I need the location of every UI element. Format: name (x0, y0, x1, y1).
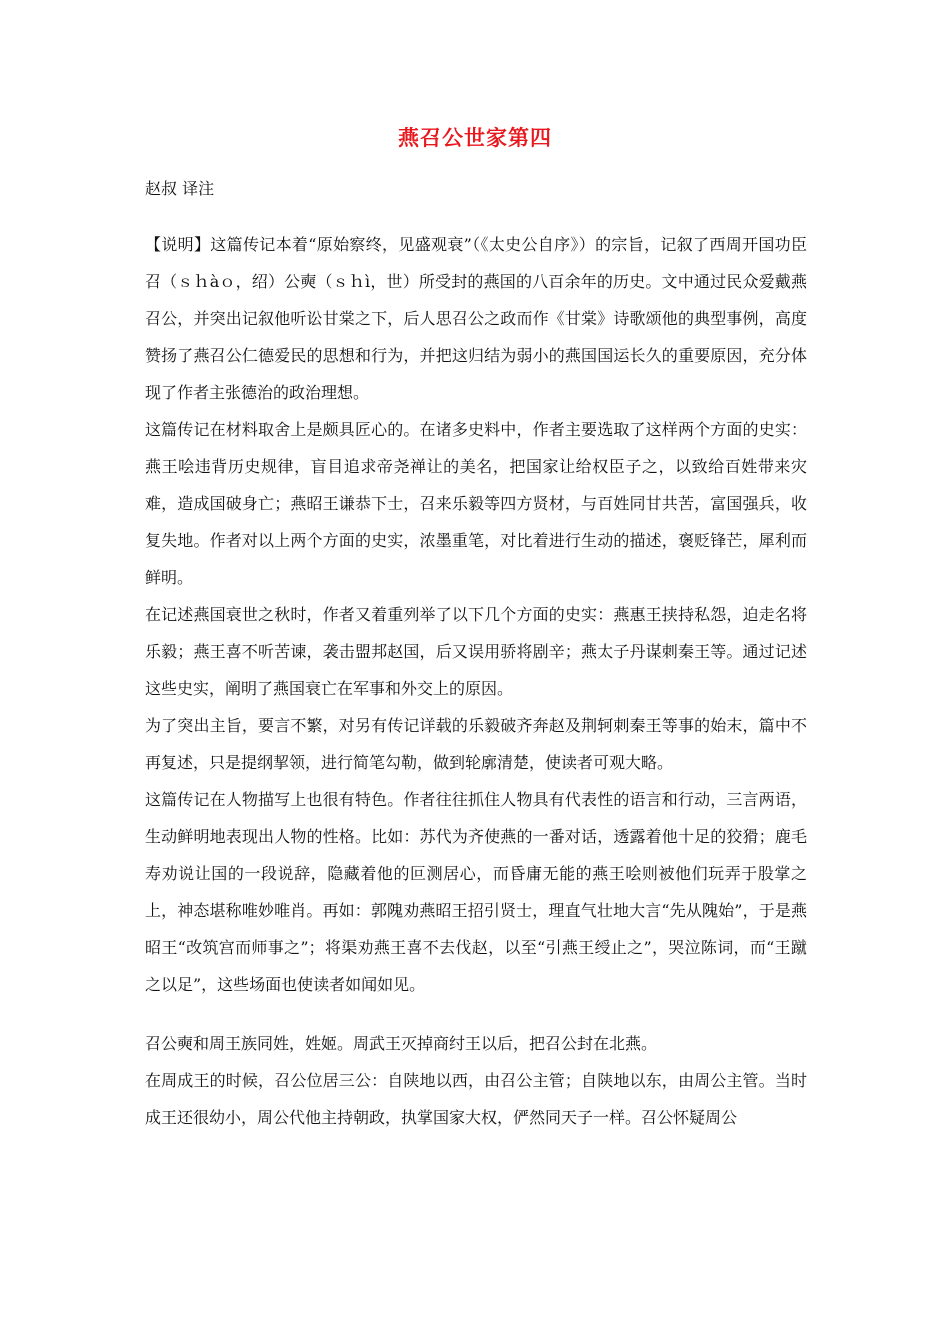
intro-section (145, 226, 807, 1136)
body-paragraph: 召公奭和周王族同姓，姓姬。周武王灭掉商纣王以后，把召公封在北燕。 (145, 1034, 658, 1053)
intro-paragraph: 【说明】这篇传记本着“原始察终，见盛观衰”（《太史公自序》）的宗旨，记叙了西周开国功臣召（ｓｈàｏ，绍）公奭（ｓｈì，世）所受封的燕国的八百余年的历史。文中通过民众爱戴燕召公，并突出记叙他听讼甘棠之下，后人思召公之政而作《甘棠》诗歌颂他的典型事例，高度赞扬了燕召公仁德爱民的思想和行为，并把这归结为弱小的燕国国运长久的重要原因，充分体现了作者主张德治的政治理想。 (145, 235, 807, 402)
intro-paragraph: 这篇传记在材料取舍上是颇具匠心的。在诸多史料中，作者主要选取了这样两个方面的史实：燕王哙违背历史规律，盲目追求帝尧禅让的美名，把国家让给权臣子之，以致给百姓带来灾难，造成国破身亡；燕昭王谦恭下士，召来乐毅等四方贤材，与百姓同甘共苦，富国强兵，收复失地。作者对以上两个方面的史实，浓墨重笔，对比着进行生动的描述，褒贬锋芒，犀利而鲜明。 (145, 420, 807, 587)
intro-paragraph: 在记述燕国衰世之秋时，作者又着重列举了以下几个方面的史实：燕惠王挟持私怨，迫走名将乐毅；燕王喜不听苦谏，袭击盟邦赵国，后又误用骄将剧辛；燕太子丹谋刺秦王等。通过记述这些史实，阐明了燕国衰亡在军事和外交上的原因。 (145, 605, 807, 698)
body-paragraph: 在周成王的时候，召公位居三公：自陕地以西，由召公主管；自陕地以东，由周公主管。当时成王还很幼小，周公代他主持朝政，执掌国家大权，俨然同天子一样。召公怀疑周公 (145, 1071, 807, 1127)
intro-paragraph: 这篇传记在人物描写上也很有特色。作者往往抓住人物具有代表性的语言和行动，三言两语，生动鲜明地表现出人物的性格。比如：苏代为齐使燕的一番对话，透露着他十足的狡猾；鹿毛寿劝说让国的一段说辞，隐藏着他的叵测居心，而昏庸无能的燕王哙则被他们玩弄于股掌之上，神态堪称唯妙唯肖。再如：郭隗劝燕昭王招引贤士，理直气壮地大言“先从隗始”，于是燕昭王“改筑宫而师事之”；将渠劝燕王喜不去伐赵，以至“引燕王绶止之”，哭泣陈词，而“王蹴之以足”，这些场面也使读者如闻如见。 (145, 790, 807, 994)
byline: 赵叔 译注 (145, 179, 215, 198)
page-title: 燕召公世家第四 (398, 126, 552, 150)
intro-paragraph: 为了突出主旨，要言不繁，对另有传记详载的乐毅破齐奔赵及荆轲刺秦王等事的始末，篇中不再复述，只是提纲挈领，进行简笔勾勒，做到轮廓清楚，使读者可观大略。 (145, 716, 807, 772)
section-gap (145, 1003, 807, 1025)
